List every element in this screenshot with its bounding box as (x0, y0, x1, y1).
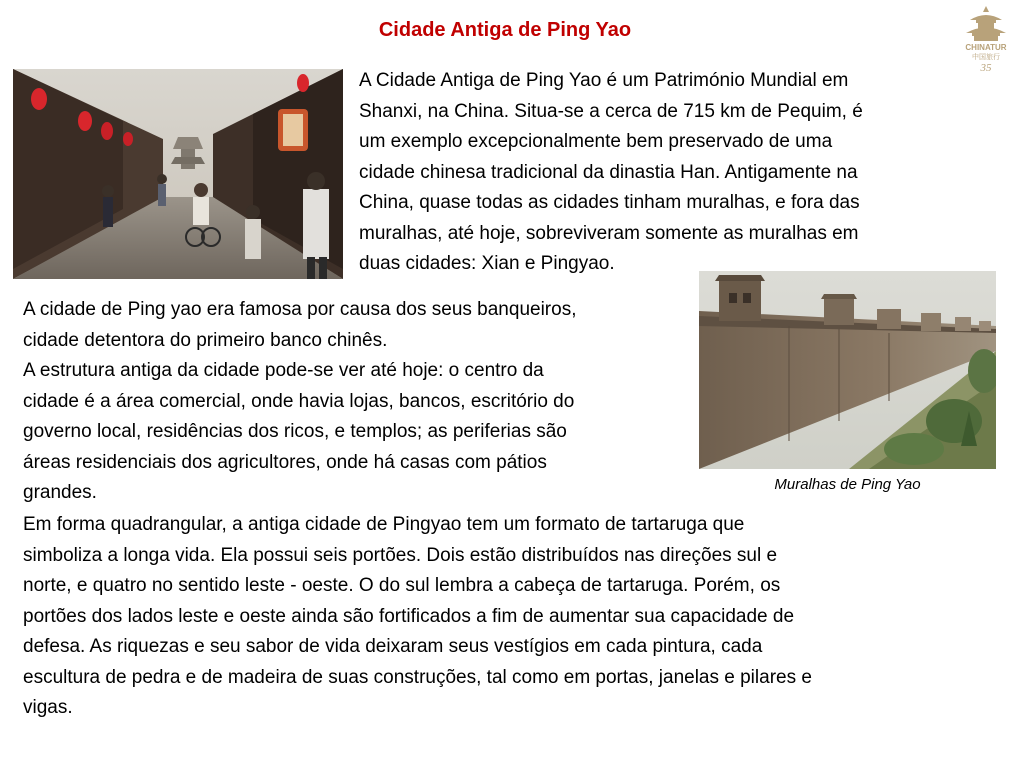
city-shape-paragraph (23, 510, 1003, 724)
shape-line: vigas. (23, 697, 73, 718)
bankers-line: governo local, residências dos ricos, e templos; as periferias são (23, 421, 567, 442)
slide-title: Cidade Antiga de Ping Yao (378, 19, 632, 41)
shape-line: defesa. As riquezas e seu sabor de vida deixaram seus vestígios em cada pintura, cada (23, 636, 763, 657)
intro-paragraph (359, 66, 981, 280)
intro-line: muralhas, até hoje, sobreviveram somente as muralhas em (359, 222, 859, 244)
bankers-paragraph (23, 295, 695, 509)
wall-photo-caption: Muralhas de Ping Yao (774, 476, 921, 493)
shape-line: Em forma quadrangular, a antiga cidade de Pingyao tem um formato de tartaruga que (23, 514, 745, 535)
old-street-photo (13, 69, 343, 279)
logo-number: 35 (980, 62, 992, 74)
bankers-line: áreas residenciais dos agricultores, onde há casas com pátios (23, 451, 547, 473)
logo-text-top: CHINATUR (965, 43, 1007, 52)
shape-line: norte, e quatro no sentido leste - oeste. O do sul lembra a cabeça de tartaruga. Porém, os (23, 575, 781, 596)
bankers-line: A estrutura antiga da cidade pode-se ver até hoje: o centro da (23, 360, 544, 381)
pagoda-logo-icon (956, 4, 1016, 74)
bankers-line: cidade detentora do primeiro banco chinês. (23, 329, 388, 351)
bankers-line: cidade é a área comercial, onde havia lojas, bancos, escritório do (23, 390, 575, 412)
bankers-line: A cidade de Ping yao era famosa por causa dos seus banqueiros, (23, 299, 577, 320)
intro-line: China, quase todas as cidades tinham muralhas, e fora das (359, 192, 860, 213)
intro-line: duas cidades: Xian e Pingyao. (359, 253, 615, 274)
logo-text-mid: 中国旅行 (972, 53, 1000, 61)
shape-line: simboliza a longa vida. Ela possui seis portões. Dois estão distribuídos nas direções sul e (23, 544, 778, 566)
bankers-line: grandes. (23, 482, 97, 503)
shape-line: portões dos lados leste e oeste ainda são fortificados a fim de aumentar sua capacidade de (23, 605, 795, 627)
intro-line: um exemplo excepcionalmente bem preservado de uma (359, 131, 833, 152)
city-wall-photo (699, 271, 996, 469)
intro-line: cidade chinesa tradicional da dinastia Han. Antigamente na (359, 161, 858, 183)
shape-line: escultura de pedra e de madeira de suas construções, tal como em portas, janelas e pilares e (23, 666, 812, 688)
intro-line: A Cidade Antiga de Ping Yao é um Património Mundial em (359, 70, 849, 91)
intro-line: Shanxi, na China. Situa-se a cerca de 715 km de Pequim, é (359, 100, 863, 122)
